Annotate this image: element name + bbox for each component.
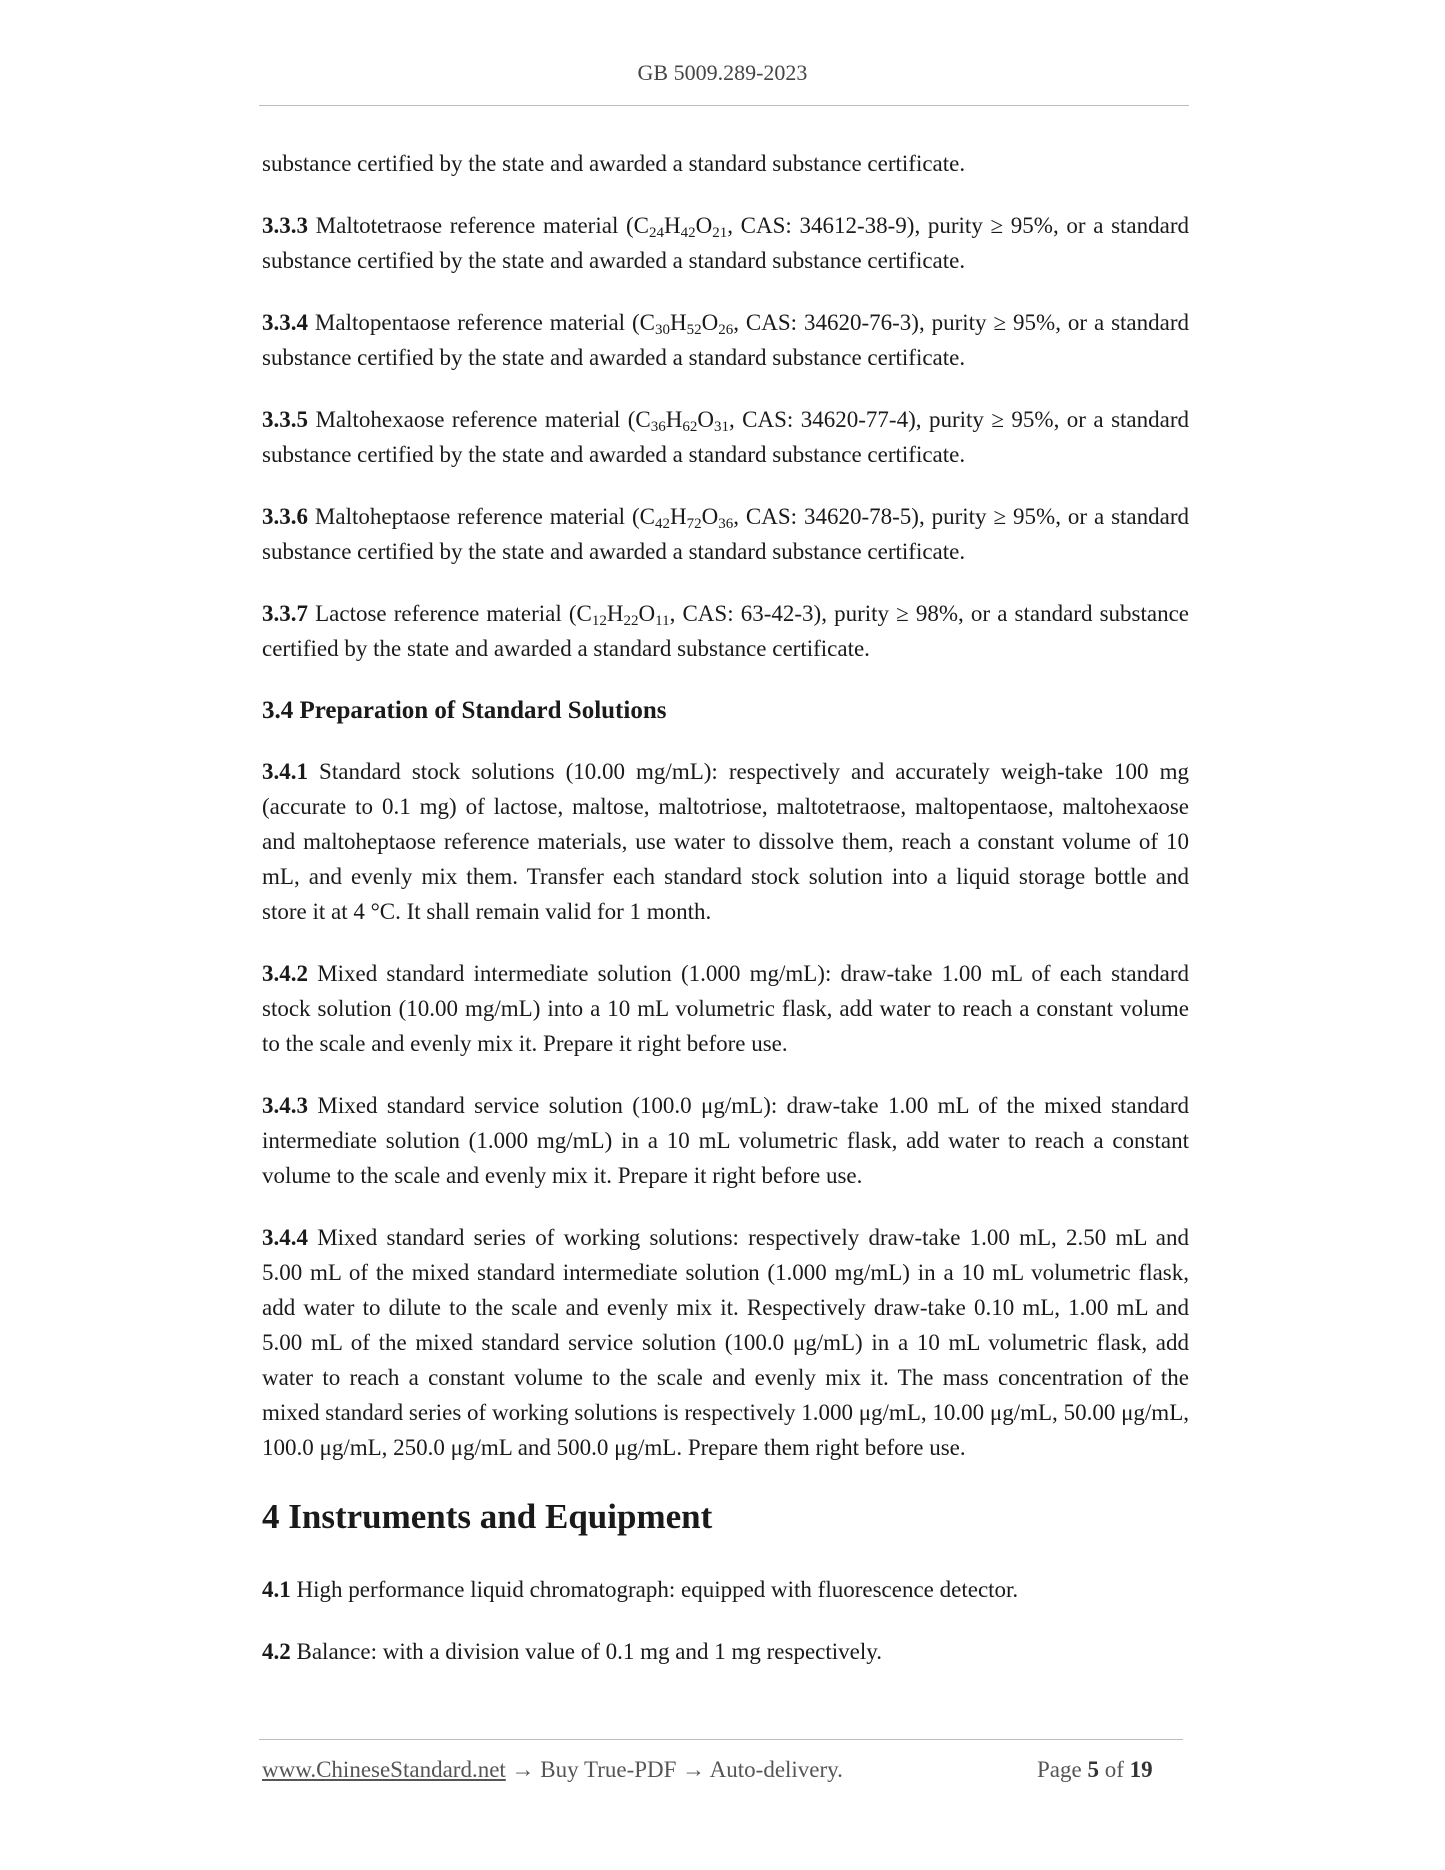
clause-number: 3.3.6 <box>262 504 308 529</box>
section-heading-3-4: 3.4 Preparation of Standard Solutions <box>262 697 667 724</box>
clause-number: 3.4.3 <box>262 1093 308 1118</box>
clause-3-4-2: 3.4.2 Mixed standard intermediate solution (1.000 mg/mL): draw-take 1.00 mL of each standard stock solution (10.00 mg/mL) into a 10 mL volumetric flask, add water to reach a constant volume to the scale and evenly mix it. Prepare it right before use. <box>262 961 1189 1056</box>
header-divider <box>259 105 1189 106</box>
intro-paragraph: substance certified by the state and awarded a standard substance certificate. <box>262 151 966 176</box>
clause-3-3-4: 3.3.4 Maltopentaose reference material ($C_{30}H_{52}O_{26}$, CAS: 34620-76-3), purity ≥ 95%, or a standard substance certified by the state and awarded a standard substance certificate. <box>262 310 1189 370</box>
chapter-heading-4: 4 Instruments and Equipment <box>262 1497 713 1536</box>
clause-3-3-7: 3.3.7 Lactose reference material ($C_{12}H_{22}O_{11}$, CAS: 63-42-3), purity ≥ 98%, or a standard substance certified by the state and awarded a standard substance certificate. <box>262 601 1189 661</box>
clause-3-4-3: 3.4.3 Mixed standard service solution (100.0 μg/mL): draw-take 1.00 mL of the mixed standard intermediate solution (1.000 mg/mL) in a 10 mL volumetric flask, add water to reach a constant volume to the scale and evenly mix it. Prepare it right before use. <box>262 1093 1189 1188</box>
clause-3-4-1: 3.4.1 Standard stock solutions (10.00 mg/mL): respectively and accurately weigh-take 100 mg (accurate to 0.1 mg) of lactose, maltose, maltotriose, maltotetraose, maltopentaose, maltohexaose and maltoheptaose reference materials, use water to dissolve them, reach a constant volume of 10 mL, and evenly mix them. Transfer each standard stock solution into a liquid storage bottle and store it at 4 °C. It shall remain valid for 1 month. <box>262 759 1189 924</box>
page-number: Page 5 of 19 <box>1037 1757 1153 1782</box>
clause-number: 3.4.2 <box>262 961 308 986</box>
clause-number: 3.4.4 <box>262 1225 308 1250</box>
clause-number: 3.3.7 <box>262 601 308 626</box>
footer-divider <box>259 1739 1183 1740</box>
clause-4-2: 4.2 Balance: with a division value of 0.1 mg and 1 mg respectively. <box>262 1639 883 1664</box>
clause-number: 3.3.3 <box>262 213 308 238</box>
current-page: 5 <box>1087 1757 1099 1782</box>
clause-number: 3.3.4 <box>262 310 308 335</box>
clause-number: 3.3.5 <box>262 407 308 432</box>
site-link[interactable]: www.ChineseStandard.net <box>262 1757 506 1782</box>
footer-promo <box>262 1757 843 1783</box>
footer-tagline: → Buy True-PDF → Auto-delivery. <box>505 1757 843 1782</box>
total-pages: 19 <box>1129 1757 1153 1782</box>
clause-3-4-4: 3.4.4 Mixed standard series of working solutions: respectively draw-take 1.00 mL, 2.50 mL and 5.00 mL of the mixed standard intermediate solution (1.000 mg/mL) in a 10 mL volumetric flask, add water to dilute to the scale and evenly mix it. Respectively draw-take 0.10 mL, 1.00 mL and 5.00 mL of the mixed standard service solution (100.0 μg/mL) in a 10 mL volumetric flask, add water to reach a constant volume to the scale and evenly mix it. The mass concentration of the mixed standard series of working solutions is respectively 1.000 μg/mL, 10.00 μg/mL, 50.00 μg/mL, 100.0 μg/mL, 250.0 μg/mL and 500.0 μg/mL. Prepare them right before use. <box>262 1225 1189 1460</box>
clause-number: 3.4.1 <box>262 759 308 784</box>
clause-number: 4.2 <box>262 1639 291 1664</box>
page-header: GB 5009.289-2023 <box>637 60 808 85</box>
clause-3-3-5: 3.3.5 Maltohexaose reference material ($C_{36}H_{62}O_{31}$, CAS: 34620-77-4), purity ≥ 95%, or a standard substance certified by the state and awarded a standard substance certificate. <box>262 407 1189 467</box>
page-body <box>262 146 1189 1696</box>
clause-4-1: 4.1 High performance liquid chromatograph: equipped with fluorescence detector. <box>262 1577 1019 1602</box>
clause-3-3-6: 3.3.6 Maltoheptaose reference material ($C_{42}H_{72}O_{36}$, CAS: 34620-78-5), purity ≥ 95%, or a standard substance certified by the state and awarded a standard substance certificate. <box>262 504 1189 564</box>
clause-3-3-3: 3.3.3 Maltotetraose reference material ($C_{24}H_{42}O_{21}$, CAS: 34612-38-9), purity ≥ 95%, or a standard substance certified by the state and awarded a standard substance certificate. <box>262 213 1189 273</box>
clause-number: 4.1 <box>262 1577 291 1602</box>
